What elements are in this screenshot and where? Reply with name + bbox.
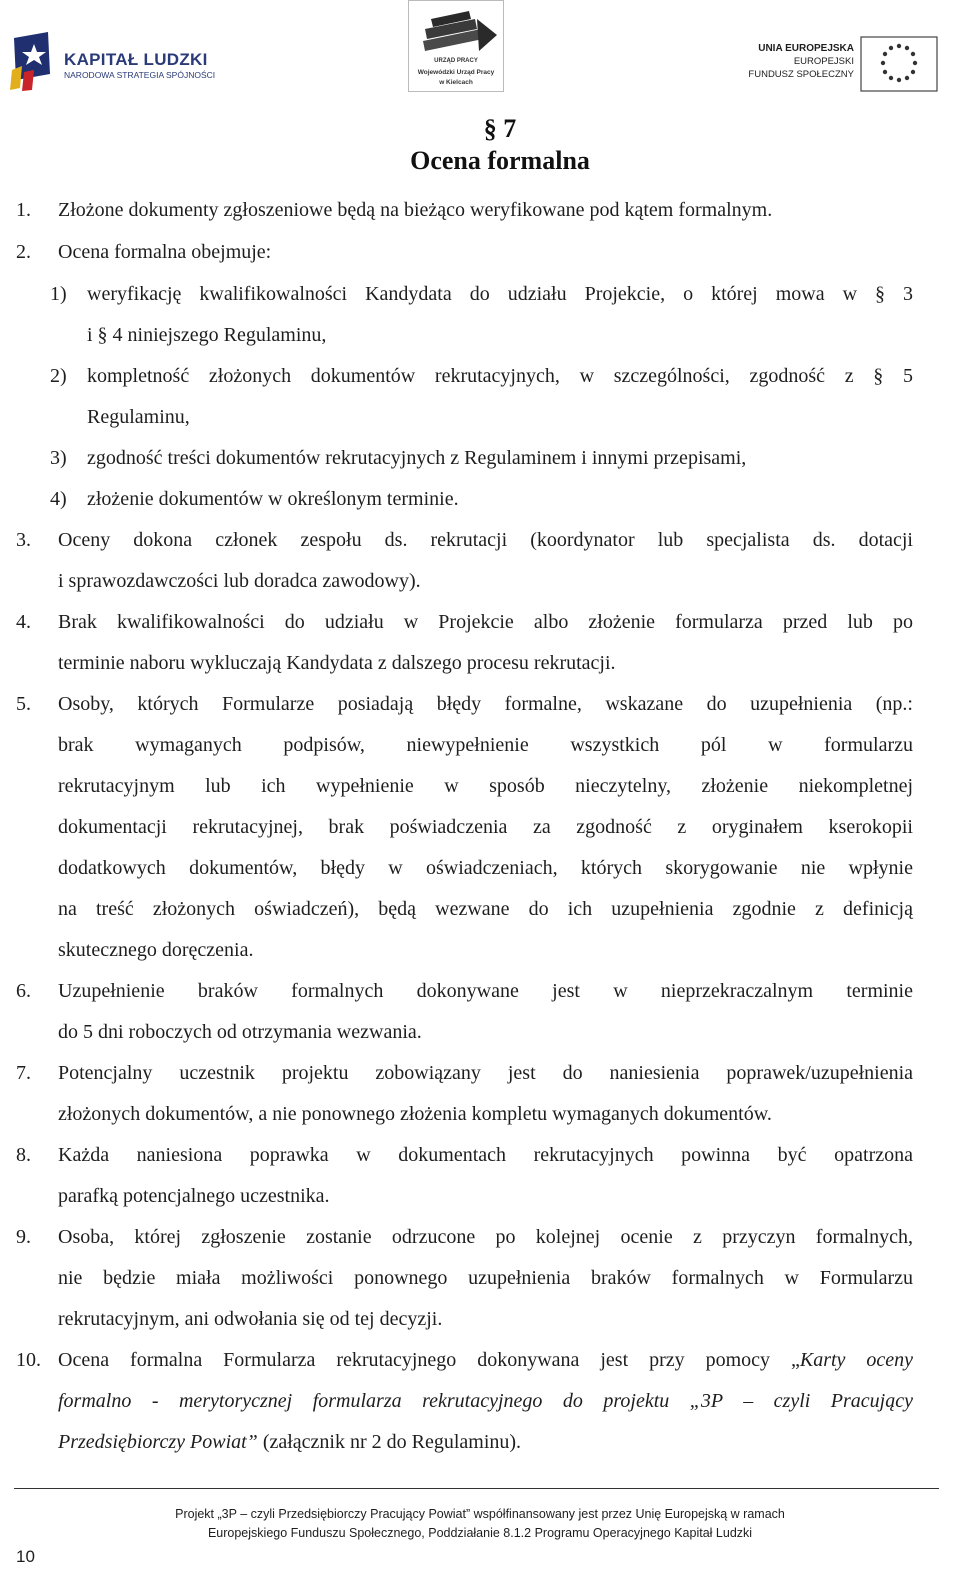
item-1-line-1: Złożone dokumenty zgłoszeniowe będą na bieżąco weryfikowane pod kątem formalnym. — [58, 199, 773, 221]
item-10-line-2-italic: formalno - merytorycznej formularza rekrutacyjnego do projektu „3P – czyli Pracujący — [58, 1390, 913, 1412]
item-6-line-1: Uzupełnienie braków formalnych dokonywane jest w nieprzekraczalnym terminie — [58, 980, 913, 1002]
item-3-line-2: i sprawozdawczości lub doradca zawodowy). — [58, 570, 421, 592]
item-1-number: 1. — [16, 199, 31, 221]
item-2-sub-3-line-1: zgodność treści dokumentów rekrutacyjnych z Regulaminem i innymi przepisami, — [87, 447, 747, 469]
item-2-sub-1-number: 1) — [50, 283, 67, 305]
item-9-line-1: Osoba, której zgłoszenie zostanie odrzucone po kolejnej ocenie z przyczyn formalnych, — [58, 1226, 913, 1248]
urzad-pracy-emblem-icon — [409, 5, 503, 63]
item-9-line-2: nie będzie miała możliwości ponownego uzupełnienia braków formalnych w Formularzu — [58, 1267, 913, 1289]
item-3-line-1: Oceny dokona członek zespołu ds. rekrutacji (koordynator lub specjalista ds. dotacji — [58, 529, 913, 551]
eu-flag-icon — [860, 36, 938, 92]
kapital-ludzki-subtitle: NARODOWA STRATEGIA SPÓJNOŚCI — [64, 70, 216, 80]
item-2-sub-2-line-2: Regulaminu, — [87, 406, 190, 428]
item-9-number: 9. — [16, 1226, 31, 1248]
item-2-sub-4-line-1: złożenie dokumentów w określonym terminie. — [87, 488, 459, 510]
item-6-number: 6. — [16, 980, 31, 1002]
item-10-line-2 — [58, 1389, 913, 1413]
item-5-number: 5. — [16, 693, 31, 715]
section-title: Ocena formalna — [410, 146, 590, 175]
item-10-line-1-text: Ocena formalna Formularza rekrutacyjnego dokonywana jest przy pomocy „ — [58, 1349, 800, 1371]
item-2-sub-2-number: 2) — [50, 365, 67, 387]
item-7-number: 7. — [16, 1062, 31, 1084]
kapital-ludzki-name: KAPITAŁ LUDZKI — [64, 50, 208, 69]
item-5-line-1: Osoby, których Formularze posiadają błędy formalne, wskazane do uzupełnienia (np.: — [58, 693, 913, 715]
kapital-ludzki-emblem-icon — [8, 30, 56, 92]
item-5-line-4: dokumentacji rekrutacyjnej, brak poświadczenia za zgodność z oryginałem kserokopii — [58, 816, 913, 838]
item-4-number: 4. — [16, 611, 31, 633]
urzad-pracy-bottom-line-2: w Kielcach — [439, 79, 473, 86]
item-8-number: 8. — [16, 1144, 31, 1166]
footer-line-1: Projekt „3P – czyli Przedsiębiorczy Pracujący Powiat” współfinansowany jest przez Unię Europejską w ramach — [175, 1507, 785, 1521]
item-2-sub-4-number: 4) — [50, 488, 67, 510]
item-2-sub-2-line-1: kompletność złożonych dokumentów rekrutacyjnych, w szczególności, zgodność z § 5 — [87, 365, 913, 387]
item-7-line-2: złożonych dokumentów, a nie ponownego złożenia kompletu wymaganych dokumentów. — [58, 1103, 772, 1125]
item-2-sub-1-line-2: i § 4 niniejszego Regulaminu, — [87, 324, 327, 346]
item-5-line-5: dodatkowych dokumentów, błędy w oświadczeniach, których skorygowanie nie wpłynie — [58, 857, 913, 879]
item-10-line-1-italic: Karty oceny — [799, 1349, 914, 1371]
page-number: 10 — [16, 1547, 35, 1566]
item-10-line-3 — [58, 1430, 521, 1454]
item-5-line-2: brak wymaganych podpisów, niewypełnienie wszystkich pól w formularzu — [58, 734, 913, 756]
item-2-sub-3-number: 3) — [50, 447, 67, 469]
item-6-line-2: do 5 dni roboczych od otrzymania wezwania. — [58, 1021, 422, 1043]
item-9-line-3: rekrutacyjnym, ani odwołania się od tej decyzji. — [58, 1308, 443, 1330]
urzad-pracy-bottom-line-1: Wojewódzki Urząd Pracy — [417, 69, 495, 76]
item-7-line-1: Potencjalny uczestnik projektu zobowiązany jest do naniesienia poprawek/uzupełnienia — [58, 1062, 913, 1084]
item-2-line-1: Ocena formalna obejmuje: — [58, 241, 272, 263]
eu-logo-line-1: UNIA EUROPEJSKA — [758, 43, 854, 54]
section-number: § 7 — [483, 114, 517, 143]
item-10-line-1 — [58, 1348, 913, 1372]
footer-line-2: Europejskiego Funduszu Społecznego, Poddziałanie 8.1.2 Programu Operacyjnego Kapitał Ludzki — [207, 1526, 753, 1540]
item-8-line-1: Każda naniesiona poprawka w dokumentach rekrutacyjnych powinna być opatrzona — [58, 1144, 913, 1166]
item-2-sub-1-line-1: weryfikację kwalifikowalności Kandydata do udziału Projekcie, o której mowa w § 3 — [87, 283, 913, 305]
item-8-line-2: parafką potencjalnego uczestnika. — [58, 1185, 330, 1207]
eu-logo-text — [748, 42, 854, 81]
item-4-line-2: terminie naboru wykluczają Kandydata z dalszego procesu rekrutacji. — [58, 652, 616, 674]
urzad-pracy-logo — [408, 0, 504, 92]
item-10-line-3-italic: Przedsiębiorczy Powiat” — [58, 1431, 258, 1453]
kapital-ludzki-logo — [8, 26, 216, 96]
eu-logo-line-2: EUROPEJSKI — [793, 56, 854, 67]
item-5-line-6: na treść złożonych oświadczeń), będą wezwane do ich uzupełnienia zgodnie z definicją — [58, 898, 913, 920]
urzad-pracy-label: URZĄD PRACY — [434, 58, 478, 64]
item-2-number: 2. — [16, 241, 31, 263]
item-4-line-1: Brak kwalifikowalności do udziału w Projekcie albo złożenie formularza przed lub po — [58, 611, 913, 633]
item-5-line-7: skutecznego doręczenia. — [58, 939, 254, 961]
eu-logo-line-3: FUNDUSZ SPOŁECZNY — [748, 69, 854, 80]
eu-social-fund-logo — [748, 36, 952, 96]
item-10-line-3-text: (załącznik nr 2 do Regulaminu). — [257, 1431, 522, 1453]
item-10-number: 10. — [16, 1349, 41, 1371]
item-5-line-3: rekrutacyjnym lub ich wypełnienie w sposób nieczytelny, złożenie niekompletnej — [58, 775, 913, 797]
item-3-number: 3. — [16, 529, 31, 551]
footer-divider — [14, 1488, 939, 1489]
